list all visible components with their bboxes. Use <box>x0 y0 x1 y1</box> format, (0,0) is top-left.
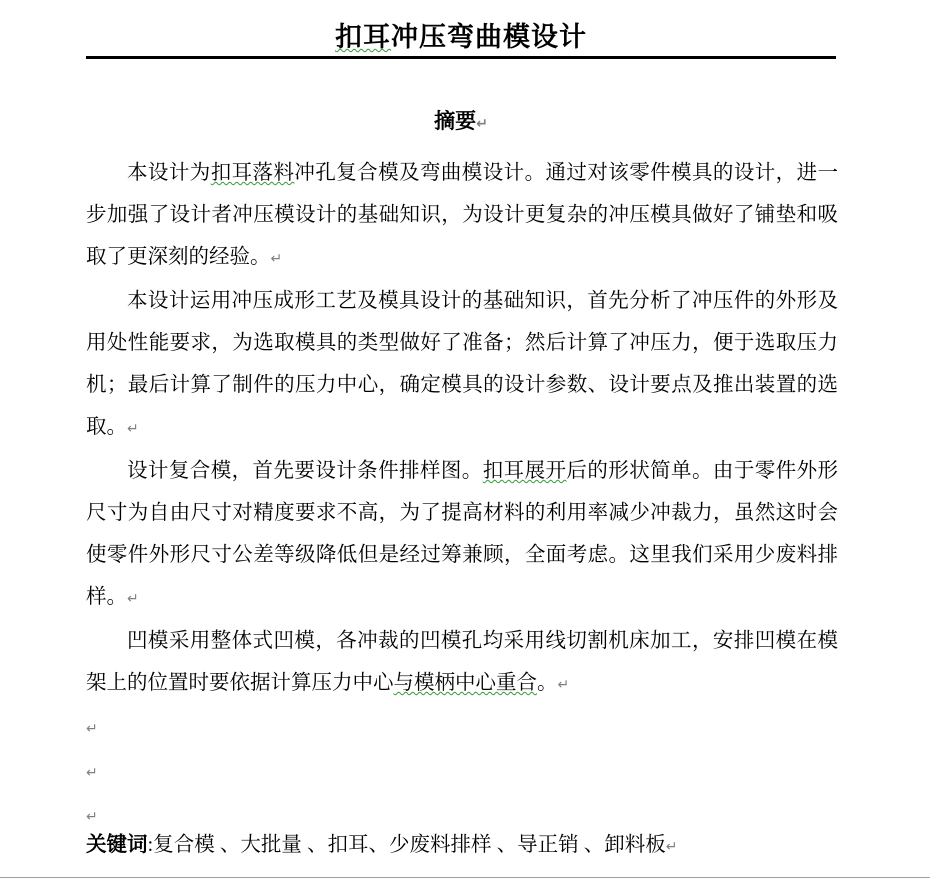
keywords-separator: : <box>147 834 154 856</box>
keywords-label: 关键词 <box>86 834 148 856</box>
abstract-heading-text: 摘要 <box>434 109 477 133</box>
para1-seg1: 本设计为 <box>127 162 211 184</box>
abstract-paragraph-3 <box>86 450 838 620</box>
para4-seg1: 凹模采用整体式凹模，各冲裁的凹模孔均采用线切割机床加工，安排凹模在模架上的位置时要依据计算压力中心 <box>86 630 838 694</box>
document-title-rest-text: 冲压弯曲模设计 <box>391 22 587 52</box>
abstract-paragraph-2 <box>86 280 838 450</box>
paragraph-mark-icon: ↵ <box>127 421 139 437</box>
keywords-value: 复合模 、大批量 、扣耳、少废料排样 、导正销 、卸料板 <box>153 834 666 856</box>
para3-seg3: 后的形状简单。由于零件外形尺寸为自由尺寸对精度要求不高，为了提高材料的利用率减少冲裁力，虽然这时会使零件外形尺寸公差等级降低但是经过筹兼顾，全面考虑。这里我们采用少废料排样。 <box>86 460 839 608</box>
para1-seg2-marked: 扣耳落料 <box>210 162 295 184</box>
paragraph-mark-icon: ↵ <box>270 251 283 267</box>
document-title-marked-text: 扣耳 <box>335 22 391 52</box>
para3-seg2-marked: 扣耳展开 <box>482 460 567 482</box>
paragraph-mark-icon: ↵ <box>127 591 139 607</box>
abstract-body <box>86 152 838 838</box>
abstract-paragraph-4 <box>86 620 838 706</box>
para4-seg2-marked: 与模柄中心重合 <box>393 672 537 694</box>
paragraph-mark-icon: ↵ <box>86 809 98 825</box>
keywords-line <box>86 830 838 862</box>
para2-seg1: 本设计运用冲压成形工艺及模具设计的基础知识，首先分析了冲压件的外形及用处性能要求，为选取模具的类型做好了准备；然后计算了冲压力，便于选取压力机；最后计算了制件的压力中心，确定模具的设计参数、设计要点及推出装置的选取。 <box>86 290 838 438</box>
empty-paragraph-1 <box>86 706 838 750</box>
para1-seg3: 冲孔复合模及弯曲模设计。通过对该零件模具的设计，进一步加强了设计者冲压模设计的基础知识，为设计更复杂的冲压模具做好了铺垫和吸取了更深刻的经验。 <box>86 162 839 268</box>
paragraph-mark-icon: ↵ <box>476 116 488 132</box>
empty-paragraph-2 <box>86 750 838 794</box>
paragraph-mark-icon: ↵ <box>86 721 98 737</box>
para3-seg1: 设计复合模，首先要设计条件排样图。 <box>127 460 483 482</box>
paragraph-mark-icon: ↵ <box>665 839 678 855</box>
para4-seg3: 。 <box>537 672 558 694</box>
paragraph-mark-icon: ↵ <box>557 677 570 693</box>
title-horizontal-rule <box>86 56 836 59</box>
paragraph-mark-icon: ↵ <box>86 765 98 781</box>
abstract-paragraph-1 <box>86 152 838 280</box>
abstract-heading <box>86 105 836 140</box>
document-title <box>86 18 836 56</box>
